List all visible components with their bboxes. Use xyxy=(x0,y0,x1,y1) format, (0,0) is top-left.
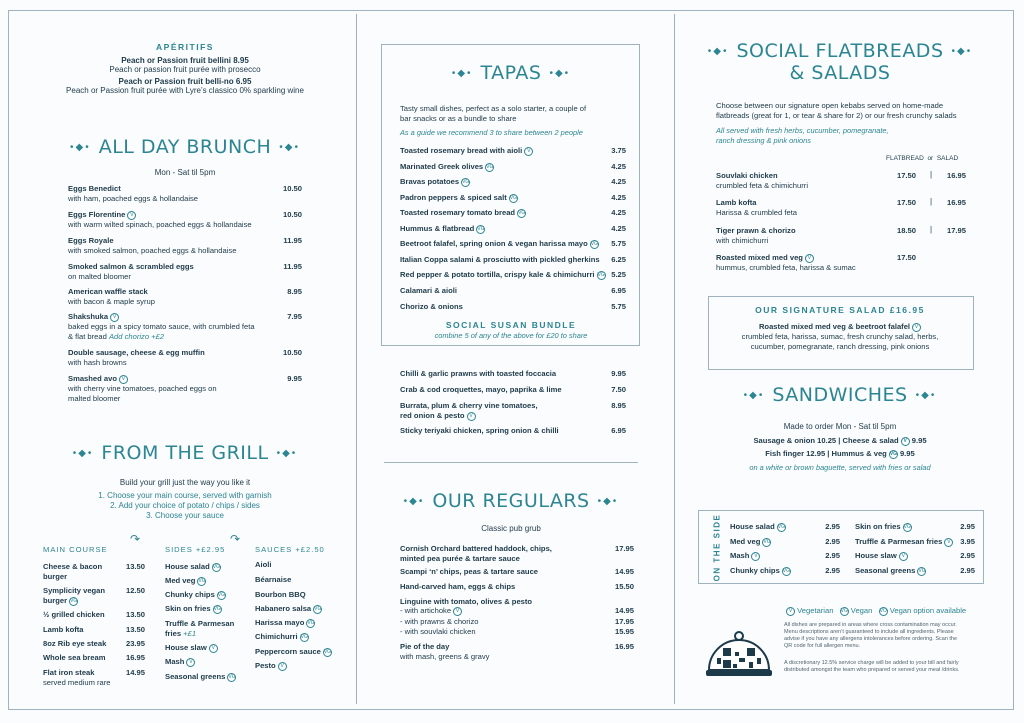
item-price: 2.95 xyxy=(825,551,840,560)
flatbread-price: 18.50 xyxy=(896,226,916,235)
vegan-icon: VG xyxy=(314,605,322,612)
sauce-item: Peppercorn sauce VG xyxy=(255,647,332,656)
tapas-intro: Tasty small dishes, perfect as a solo starter, a couple of bar snacks or as a bundle to share xyxy=(400,104,587,123)
vegan-option-icon: VO xyxy=(879,607,887,614)
item-price: 13.50 xyxy=(125,610,145,619)
vegetarian-icon: V xyxy=(901,437,910,446)
vegan-icon: VG xyxy=(212,563,220,570)
signature-title: OUR SIGNATURE SALAD £16.95 xyxy=(755,305,925,315)
side-item: Med veg VG xyxy=(730,537,771,546)
tapas-extra-item: Burrata, plum & cherry vine tomatoes, red onion & pesto V xyxy=(400,401,538,420)
salad-price: 16.95 xyxy=(946,171,966,180)
item-price: 5.75 xyxy=(611,239,626,248)
flatbreads-title: SOCIAL FLATBREADS xyxy=(736,40,944,62)
vegetarian-icon: V xyxy=(751,552,760,561)
dietary-legend: V Vegetarian VG Vegan VO Vegan option available xyxy=(784,606,966,616)
sandwich-line-1: Sausage & onion 10.25 | Cheese & salad V 9.95 xyxy=(753,436,927,445)
vegetarian-icon: V xyxy=(209,644,218,653)
item-price: 15.50 xyxy=(614,582,634,591)
ornament-icon: •◆• xyxy=(72,447,94,459)
bellino-desc: Peach or Passion fruit purée with Lyre’s classico 0% sparkling wine xyxy=(66,86,304,95)
vegan-icon: VG xyxy=(889,450,898,457)
flatbread-price: 17.50 xyxy=(896,198,916,207)
vegetarian-icon: V xyxy=(119,375,128,384)
bellini-title: Peach or Passion fruit bellini 8.95 xyxy=(121,56,249,65)
tapas-item: Marinated Greek olives VG xyxy=(400,162,494,171)
item-price: 9.95 xyxy=(611,369,626,378)
ornament-icon: •◆• xyxy=(915,389,937,401)
sandwich-line-2: Fish finger 12.95 | Hummus & veg VG 9.95 xyxy=(765,449,915,458)
vegan-icon: VG xyxy=(597,271,605,278)
item-price: 17.95 xyxy=(614,544,634,553)
vegetarian-icon: V xyxy=(524,147,533,156)
qr-code-icon[interactable] xyxy=(705,618,773,680)
grill-main: ½ grilled chicken xyxy=(43,610,105,619)
vegan-icon: VG xyxy=(70,597,78,604)
grill-title: FROM THE GRILL xyxy=(101,442,269,464)
vegan-icon: VG xyxy=(763,538,771,545)
sauces-heading: SAUCES +£2.50 xyxy=(255,545,325,554)
vegan-icon: VG xyxy=(307,619,315,626)
grill-heading xyxy=(20,442,350,464)
tapas-extra-item: Chilli & garlic prawns with toasted foccacia xyxy=(400,369,557,378)
sauce-item: Béarnaise xyxy=(255,575,292,584)
sauce-item: Chimichurri VG xyxy=(255,632,308,641)
brunch-times: Mon - Sat til 5pm xyxy=(154,168,216,177)
side-item: Mash V xyxy=(165,657,195,667)
arrow-icon: ↷ xyxy=(230,532,241,546)
item-price: 8.95 xyxy=(611,401,626,410)
tapas-item: Bravas potatoes VG xyxy=(400,177,470,186)
menu-item: Double sausage, cheese & egg muffin with hash browns xyxy=(68,348,205,367)
vegetarian-icon: V xyxy=(786,607,795,616)
regulars-title: OUR REGULARS xyxy=(432,490,590,512)
item-price: 5.75 xyxy=(611,302,626,311)
tapas-item: Toasted rosemary tomato bread VG xyxy=(400,208,526,217)
regular-item: Hand-carved ham, eggs & chips xyxy=(400,582,516,591)
ornament-icon: •◆• xyxy=(276,447,298,459)
linguine-option: - with artichoke V xyxy=(400,606,462,616)
item-price: 12.50 xyxy=(125,586,145,595)
side-item: Skin on fries VG xyxy=(165,604,221,613)
item-price: 23.95 xyxy=(125,639,145,648)
side-item: Seasonal greens VG xyxy=(165,672,236,681)
item-price: 4.25 xyxy=(611,208,626,217)
grill-main: Symplicity vegan burger VG xyxy=(43,586,106,605)
sauce-item: Pesto V xyxy=(255,661,287,671)
side-item: House salad VG xyxy=(730,522,785,531)
side-item: House slaw V xyxy=(165,643,218,653)
vegetarian-icon: V xyxy=(186,658,195,667)
price-separator: | xyxy=(930,170,933,179)
brunch-heading xyxy=(20,136,350,158)
item-price: 13.50 xyxy=(125,562,145,571)
sides-heading: SIDES +£2.95 xyxy=(165,545,226,554)
grill-main: Lamb kofta xyxy=(43,625,84,634)
item-price: 10.50 xyxy=(282,184,302,193)
ornament-icon: •◆• xyxy=(403,495,425,507)
item-price: 9.95 xyxy=(287,374,302,383)
item-price: 16.95 xyxy=(125,653,145,662)
sandwich-note: on a white or brown baguette, served with fries or salad xyxy=(749,463,931,472)
vegan-icon: VG xyxy=(323,648,332,655)
item-price: 14.95 xyxy=(614,567,634,576)
tapas-extra-item: Crab & cod croquettes, mayo, paprika & lime xyxy=(400,385,562,394)
grill-step-1: 1. Choose your main course, served with garnish xyxy=(98,491,272,500)
ornament-icon: •◆• xyxy=(549,67,571,79)
grill-step-3: 3. Choose your sauce xyxy=(146,511,224,520)
ornament-icon: •◆• xyxy=(597,495,619,507)
linguine-option: - with prawns & chorizo xyxy=(400,617,479,626)
vegetarian-icon: V xyxy=(127,211,136,220)
flatbread-item: Tiger prawn & chorizo with chimichurri xyxy=(716,226,796,245)
vegetarian-icon: V xyxy=(944,538,953,547)
side-item: Truffle & Parmesan fries +£1 xyxy=(165,619,235,638)
menu-item: Eggs Royale with smoked salmon, poached eggs & hollandaise xyxy=(68,236,237,255)
menu-item: Smashed avo V with cherry vine tomatoes, poached eggs on malted bloomer xyxy=(68,374,217,403)
tapas-guide: As a guide we recommend 3 to share between 2 people xyxy=(400,128,583,137)
menu-item: Smoked salmon & scrambled eggs on malted bloomer xyxy=(68,262,194,281)
vegetarian-icon: V xyxy=(110,313,119,322)
item-price: 6.25 xyxy=(611,255,626,264)
flatbreads-heading xyxy=(690,40,990,84)
salad-price: 17.95 xyxy=(946,226,966,235)
flatbreads-served: All served with fresh herbs, cucumber, pomegranate, ranch dressing & pink onions xyxy=(716,126,889,145)
regulars-sub: Classic pub grub xyxy=(481,524,541,533)
vegan-icon: VG xyxy=(462,178,470,185)
allergy-notice: All dishes are prepared in areas where cross contamination may occur. Menu descriptions aren’t guaranteed to include all ingredients. Please advise if you have any allergens intolerances before ordering. Scan the QR code for full allergen menu. xyxy=(784,622,958,649)
bundle-title: SOCIAL SUSAN BUNDLE xyxy=(445,320,577,330)
ornament-icon: •◆• xyxy=(951,45,973,57)
tapas-item: Red pepper & potato tortilla, crispy kale & chimichurri VG xyxy=(400,270,605,279)
item-price: 4.25 xyxy=(611,224,626,233)
item-price: 4.25 xyxy=(611,193,626,202)
vegetarian-icon: V xyxy=(805,254,814,263)
vegetarian-icon: V xyxy=(899,552,908,561)
side-item: House slaw V xyxy=(855,551,908,561)
item-price: 6.95 xyxy=(611,426,626,435)
grill-main: 8oz Rib eye steak xyxy=(43,639,107,648)
vegan-icon: VG xyxy=(198,577,206,584)
grill-intro: Build your grill just the way you like it xyxy=(119,478,251,487)
item-price: 2.95 xyxy=(960,522,975,531)
vegan-icon: VG xyxy=(228,673,236,680)
item-price: 13.50 xyxy=(125,625,145,634)
vegan-icon: VG xyxy=(782,567,791,574)
sandwiches-times: Made to order Mon - Sat til 5pm xyxy=(783,422,897,431)
flatbreads-intro: Choose between our signature open kebabs served on home-made flatbreads (great for 1, or tear & share for 2) or our fresh crunchy salads xyxy=(716,101,957,120)
regular-item: Pie of the day with mash, greens & gravy xyxy=(400,642,490,661)
side-item: Mash V xyxy=(730,551,760,561)
ornament-icon: •◆• xyxy=(743,389,765,401)
side-item: Seasonal greens VG xyxy=(855,566,926,575)
flatbread-col-header: FLATBREAD or SALAD xyxy=(886,155,959,162)
bellini-desc: Peach or passion fruit purée with prosecco xyxy=(109,65,261,74)
signature-desc: Roasted mixed med veg & beetroot falafel V crumbled feta, harissa, sumac, fresh crunchy salad, herbs, cucumber, pomegranate, ranch dressing, pink onions xyxy=(741,322,939,351)
flatbread-item: Souvlaki chicken crumbled feta & chimichurri xyxy=(716,171,809,190)
salad-price: 16.95 xyxy=(946,198,966,207)
aperitifs-title: APÉRITIFS xyxy=(156,42,214,52)
side-item: Skin on fries VG xyxy=(855,522,911,531)
item-price: 16.95 xyxy=(614,642,634,651)
price-separator: | xyxy=(930,225,933,234)
item-price: 10.50 xyxy=(282,348,302,357)
tapas-item: Calamari & aioli xyxy=(400,286,457,295)
item-price: 14.95 xyxy=(125,668,145,677)
item-price: 15.95 xyxy=(614,627,634,636)
item-price: 7.95 xyxy=(287,312,302,321)
item-price: 7.50 xyxy=(611,385,626,394)
vegetarian-icon: V xyxy=(912,323,921,332)
tapas-item: Chorizo & onions xyxy=(400,302,463,311)
flatbread-item: Roasted mixed med veg V hummus, crumbled feta, harissa & sumac xyxy=(716,253,856,272)
menu-item: Shakshuka V baked eggs in a spicy tomato sauce, with crumbled feta & flat bread Add chorizo +£2 xyxy=(68,312,255,341)
regular-item: Linguine with tomato, olives & pesto xyxy=(400,597,533,606)
regular-item: Cornish Orchard battered haddock, chips, minted pea purée & tartare sauce xyxy=(400,544,552,563)
vegan-icon: VG xyxy=(486,163,494,170)
vegan-icon: VG xyxy=(477,225,485,232)
side-item: House salad VG xyxy=(165,562,220,571)
item-price: 3.95 xyxy=(960,537,975,546)
item-price: 2.95 xyxy=(960,551,975,560)
ornament-icon: •◆• xyxy=(707,45,729,57)
vegan-icon: VG xyxy=(840,607,848,614)
tapas-item: Hummus & flatbread VG xyxy=(400,224,485,233)
item-price: 4.25 xyxy=(611,162,626,171)
vegan-icon: VG xyxy=(903,523,911,530)
grill-main: Whole sea bream xyxy=(43,653,106,662)
vegetarian-icon: V xyxy=(453,607,462,616)
ornament-icon: •◆• xyxy=(451,67,473,79)
item-price: 4.25 xyxy=(611,177,626,186)
item-price: 17.95 xyxy=(614,617,634,626)
vegan-icon: VG xyxy=(590,240,599,247)
side-item: Chunky chips VG xyxy=(165,590,226,599)
vegan-icon: VG xyxy=(300,633,308,640)
regulars-heading xyxy=(384,490,638,512)
item-price: 3.75 xyxy=(611,146,626,155)
vegetarian-icon: V xyxy=(278,662,287,671)
column-divider-right xyxy=(674,14,675,704)
item-price: 11.95 xyxy=(283,262,302,271)
regular-item: Scampi ‘n’ chips, peas & tartare sauce xyxy=(400,567,539,576)
vegetarian-icon: V xyxy=(467,412,476,421)
sauce-item: Harissa mayo VG xyxy=(255,618,315,627)
sandwiches-heading xyxy=(690,384,990,406)
arrow-icon: ↷ xyxy=(130,532,141,546)
ornament-icon: •◆• xyxy=(70,141,91,153)
flatbread-item: Lamb kofta Harissa & crumbled feta xyxy=(716,198,798,217)
item-price: 14.95 xyxy=(614,606,634,615)
menu-item: American waffle stack with bacon & maple syrup xyxy=(68,287,155,306)
column-divider-left xyxy=(356,14,357,704)
menu-item: Eggs Benedict with ham, poached eggs & hollandaise xyxy=(68,184,199,203)
item-price: 2.95 xyxy=(825,522,840,531)
vegan-icon: VG xyxy=(509,194,517,201)
tapas-title: TAPAS xyxy=(480,62,542,84)
service-notice: A discretionary 12.5% service charge will be added to your bill and fairly distributed amongst the team who prepared or served your meal /drinks. xyxy=(784,660,960,673)
item-price: 8.95 xyxy=(287,287,302,296)
tapas-heading xyxy=(384,62,638,84)
side-item: Truffle & Parmesan fries V xyxy=(855,537,953,547)
item-price: 2.95 xyxy=(960,566,975,575)
item-price: 6.95 xyxy=(611,286,626,295)
bundle-desc: combine 5 of any of the above for £20 to share xyxy=(434,331,588,340)
sauce-item: Aioli xyxy=(255,560,272,569)
tapas-item: Toasted rosemary bread with aioli V xyxy=(400,146,533,156)
flatbreads-title-2: & SALADS xyxy=(789,62,891,84)
side-item: Med veg VG xyxy=(165,576,206,585)
grill-main: Cheese & bacon burger xyxy=(43,562,103,581)
aperitifs-section xyxy=(20,42,350,95)
grill-main: Flat iron steak served medium rare xyxy=(43,668,111,687)
sandwiches-title: SANDWICHES xyxy=(772,384,908,406)
tapas-item: Padron peppers & spiced salt VG xyxy=(400,193,517,202)
linguine-option: - with souvlaki chicken xyxy=(400,627,476,636)
vegan-icon: VG xyxy=(777,523,785,530)
sauce-item: Habanero salsa VG xyxy=(255,604,322,613)
flatbread-price: 17.50 xyxy=(896,171,916,180)
divider xyxy=(384,462,638,463)
flatbread-price: 17.50 xyxy=(896,253,916,262)
menu-item: Eggs Florentine V with warm wilted spinach, poached eggs & hollandaise xyxy=(68,210,252,229)
item-price: 11.95 xyxy=(283,236,302,245)
vegan-icon: VG xyxy=(518,209,526,216)
item-price: 2.95 xyxy=(825,537,840,546)
tapas-item: Beetroot falafel, spring onion & vegan harissa mayo VG xyxy=(400,239,599,248)
ornament-icon: •◆• xyxy=(279,141,300,153)
main-course-heading: MAIN COURSE xyxy=(43,545,108,554)
vegan-icon: VG xyxy=(217,591,226,598)
side-item: Chunky chips VG xyxy=(730,566,791,575)
tapas-item: Italian Coppa salami & prosciutto with pickled gherkins xyxy=(400,255,600,264)
item-price: 10.50 xyxy=(282,210,302,219)
vegan-icon: VG xyxy=(213,605,221,612)
bellino-title: Peach or Passion fruit belli-no 6.95 xyxy=(118,77,252,86)
tapas-extra-item: Sticky teriyaki chicken, spring onion & chilli xyxy=(400,426,559,435)
grill-step-2: 2. Add your choice of potato / chips / sides xyxy=(110,501,260,510)
vegan-icon: VG xyxy=(918,567,926,574)
brunch-title: ALL DAY BRUNCH xyxy=(98,136,272,158)
side-label: ON THE SIDE xyxy=(712,513,722,582)
item-price: 2.95 xyxy=(825,566,840,575)
item-price: 5.25 xyxy=(611,270,626,279)
sauce-item: Bourbon BBQ xyxy=(255,590,306,599)
price-separator: | xyxy=(930,197,933,206)
